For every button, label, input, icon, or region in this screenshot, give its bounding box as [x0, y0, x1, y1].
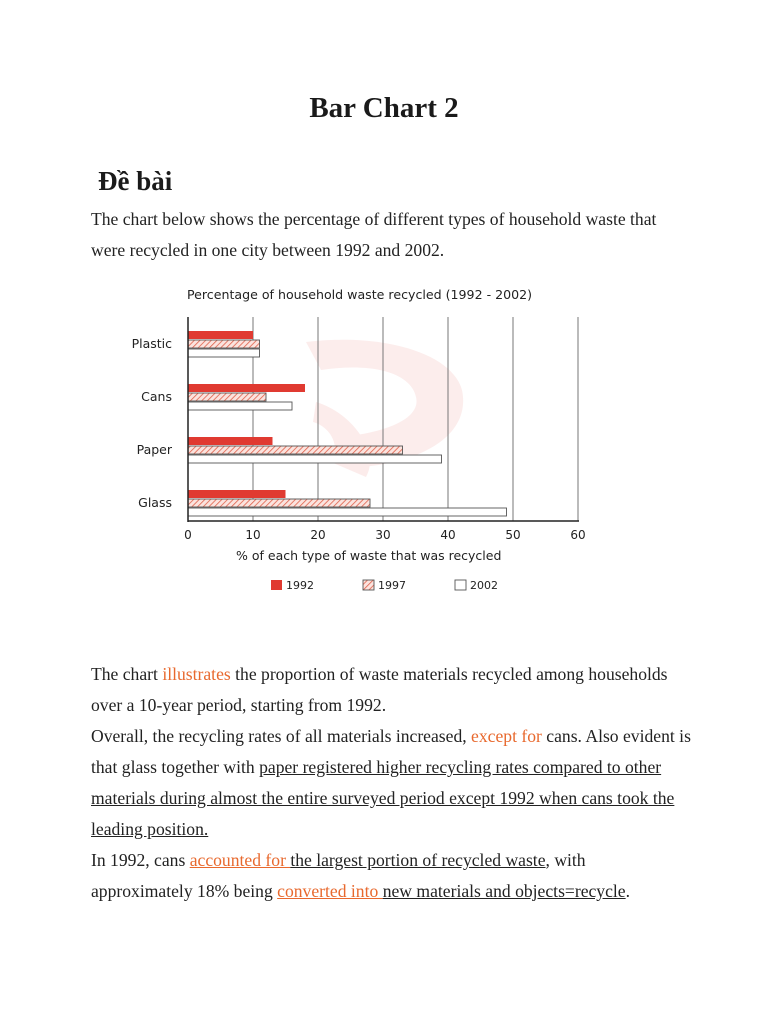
- bar-2002-glass: [188, 508, 507, 516]
- essay-text: In 1992, cans: [91, 850, 190, 870]
- highlighted-phrase: except for: [471, 726, 542, 746]
- essay: [91, 659, 691, 907]
- essay-text: , with approximately 18% being: [91, 850, 586, 901]
- bar-2002-cans: [188, 402, 292, 410]
- legend-label: 2002: [470, 579, 498, 592]
- chart-title: Percentage of household waste recycled (1992 - 2002): [187, 287, 533, 302]
- legend-swatch-1997: [363, 580, 374, 590]
- category-label: Paper: [136, 442, 172, 457]
- highlighted-phrase: illustrates: [162, 664, 231, 684]
- x-tick-label: 40: [440, 528, 456, 542]
- chart-legend: [271, 579, 498, 592]
- bar-1992-cans: [188, 384, 305, 392]
- essay-paragraph-3: [91, 845, 691, 907]
- legend-label: 1992: [286, 579, 314, 592]
- x-tick-label: 60: [570, 528, 586, 542]
- bar-1992-paper: [188, 437, 273, 445]
- bar-chart: [91, 262, 679, 602]
- x-tick-label: 20: [310, 528, 326, 542]
- x-tick-label: 30: [375, 528, 391, 542]
- highlighted-phrase: converted into: [277, 881, 383, 901]
- essay-paragraph-2: [91, 721, 691, 845]
- bar-1992-glass: [188, 490, 286, 498]
- category-label: Glass: [138, 495, 172, 510]
- essay-text: Overall, the recycling rates of all materials increased,: [91, 726, 472, 746]
- underlined-phrase: paper registered higher recycling rates compared to other materials during almost the entire surveyed period except 1992 when cans took the leading position.: [91, 757, 675, 839]
- bar-1992-plastic: [188, 331, 253, 339]
- bar-1997-glass: [188, 499, 370, 507]
- bar-2002-paper: [188, 455, 442, 463]
- category-label: Cans: [141, 389, 172, 404]
- underlined-phrase: new materials and objects=recycle: [382, 881, 626, 901]
- bar-1997-paper: [188, 446, 403, 454]
- essay-text: The chart: [91, 664, 163, 684]
- bar-1997-cans: [188, 393, 266, 401]
- legend-swatch-1992: [271, 580, 282, 590]
- category-label: Plastic: [131, 336, 172, 351]
- x-tick-label: 0: [184, 528, 192, 542]
- x-tick-label: 10: [245, 528, 261, 542]
- x-tick-label: 50: [505, 528, 521, 542]
- essay-paragraph-1: [91, 659, 691, 721]
- essay-text: cans. Also evident is that glass together with: [91, 726, 691, 777]
- legend-label: 1997: [378, 579, 406, 592]
- chart-canvas: [91, 262, 679, 602]
- underlined-phrase: the largest portion of recycled waste: [290, 850, 546, 870]
- bar-1997-plastic: [188, 340, 260, 348]
- section-heading: Đề bài: [98, 166, 173, 196]
- legend-swatch-2002: [455, 580, 466, 590]
- x-axis-title: % of each type of waste that was recycled: [236, 548, 502, 563]
- bar-2002-plastic: [188, 349, 260, 357]
- task-prompt: The chart below shows the percentage of different types of household waste that were recycled in one city between 1992 and 2002.: [91, 209, 657, 260]
- essay-text: the proportion of waste materials recycled among households over a 10-year period, starting from 1992.: [91, 664, 668, 715]
- document-title: Bar Chart 2: [309, 92, 459, 124]
- essay-text: .: [625, 881, 631, 901]
- highlighted-phrase: accounted for: [189, 850, 291, 870]
